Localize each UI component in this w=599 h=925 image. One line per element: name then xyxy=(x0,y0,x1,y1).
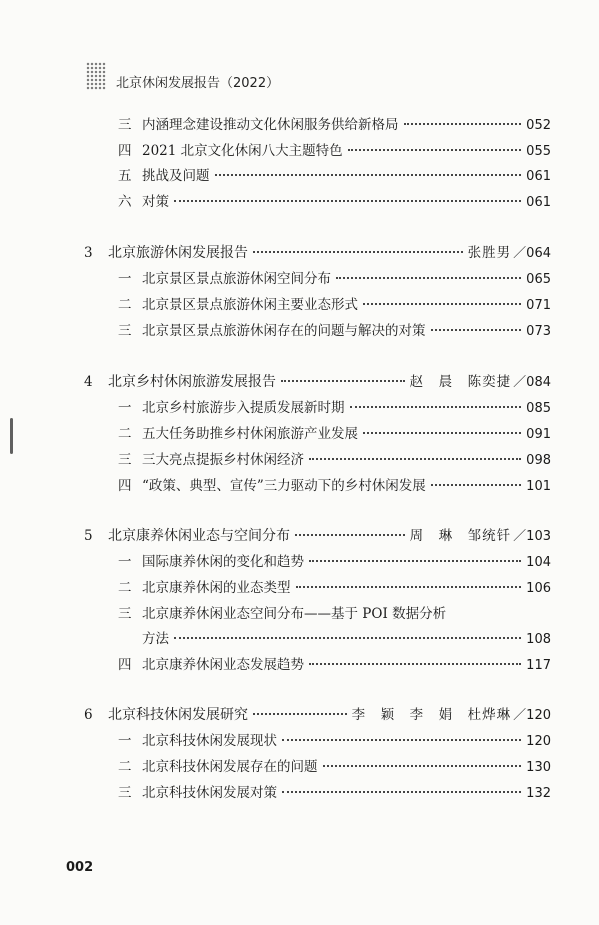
toc-chapter-entry[interactable] xyxy=(84,706,551,724)
section-title-continuation: 方法 xyxy=(142,631,169,647)
section-title: 北京景区景点旅游休闲存在的问题与解决的对策 xyxy=(142,323,426,339)
dot-leader xyxy=(282,739,521,741)
section-title: 北京康养休闲业态空间分布——基于 POI 数据分析 xyxy=(142,606,447,622)
dot-leader xyxy=(431,484,521,486)
section-title: 五大任务助推乡村休闲旅游产业发展 xyxy=(142,426,358,442)
page-number: ／064 xyxy=(513,246,551,261)
toc-section-entry[interactable] xyxy=(118,399,551,417)
page-number: ／103 xyxy=(513,529,551,544)
page-number: 061 xyxy=(526,169,551,184)
dot-leader xyxy=(350,406,522,408)
chapter-author: 周 琳 邹统钎 xyxy=(409,528,512,544)
page-number: 071 xyxy=(526,298,551,313)
section-title: 对策 xyxy=(142,194,169,210)
section-title: 北京科技休闲发展对策 xyxy=(142,785,277,801)
dot-leader xyxy=(296,586,522,588)
toc-section-entry-first-line[interactable] xyxy=(118,605,446,623)
toc-section-entry[interactable] xyxy=(118,296,551,314)
header-title: 北京休闲发展报告（2022） xyxy=(116,76,280,91)
section-number: 六 xyxy=(118,194,132,210)
toc-section-entry[interactable] xyxy=(118,553,551,571)
chapter-author: 赵 晨 陈奕捷 xyxy=(409,374,512,390)
toc-chapter-entry[interactable] xyxy=(84,244,551,262)
section-title: 北京科技休闲发展存在的问题 xyxy=(142,759,318,775)
dot-leader xyxy=(215,174,522,176)
toc-section-entry[interactable] xyxy=(118,270,551,288)
toc-chapter-entry[interactable] xyxy=(84,527,551,545)
dot-leader xyxy=(309,560,521,562)
dot-leader xyxy=(174,637,521,639)
page-number: 061 xyxy=(526,195,551,210)
page-number: ／120 xyxy=(513,708,551,723)
toc-section-entry[interactable] xyxy=(118,732,551,750)
section-title: 挑战及问题 xyxy=(142,168,210,184)
page-number: 085 xyxy=(526,401,551,416)
page-number: 065 xyxy=(526,272,551,287)
section-number: 一 xyxy=(118,733,132,749)
toc-section-entry[interactable] xyxy=(118,167,551,185)
page-number: 106 xyxy=(526,581,551,596)
section-title: 2021 北京文化休闲八大主题特色 xyxy=(142,143,343,159)
section-number: 四 xyxy=(118,657,132,673)
dot-leader xyxy=(282,791,521,793)
section-number: 二 xyxy=(118,759,132,775)
page-number: 101 xyxy=(526,479,551,494)
page-number: 120 xyxy=(526,734,551,749)
chapter-number: 5 xyxy=(84,528,93,544)
section-title: 北京康养休闲的业态类型 xyxy=(142,580,291,596)
section-number: 二 xyxy=(118,426,132,442)
section-title: 国际康养休闲的变化和趋势 xyxy=(142,554,304,570)
dot-leader xyxy=(253,713,347,715)
page-number: 098 xyxy=(526,453,551,468)
toc-section-entry[interactable] xyxy=(118,579,551,597)
section-number: 一 xyxy=(118,554,132,570)
toc-section-entry[interactable] xyxy=(118,477,551,495)
page-number: ／084 xyxy=(513,375,551,390)
section-title: 北京景区景点旅游休闲空间分布 xyxy=(142,271,331,287)
toc-section-entry[interactable] xyxy=(118,656,551,674)
dot-leader xyxy=(295,534,405,536)
section-title: “政策、典型、宣传”三力驱动下的乡村休闲发展 xyxy=(142,478,426,494)
dot-leader xyxy=(281,380,405,382)
toc-section-entry[interactable] xyxy=(118,758,551,776)
dot-leader xyxy=(431,329,522,331)
chapter-title: 北京科技休闲发展研究 xyxy=(108,707,248,723)
scan-margin-mark xyxy=(10,418,13,454)
toc-section-entry[interactable] xyxy=(118,142,551,160)
chapter-title: 北京旅游休闲发展报告 xyxy=(108,245,248,261)
section-number: 三 xyxy=(118,323,132,339)
dot-leader xyxy=(323,765,522,767)
dot-leader xyxy=(309,663,521,665)
page-number: 091 xyxy=(526,427,551,442)
toc-section-entry-continuation[interactable] xyxy=(142,630,551,648)
section-number: 三 xyxy=(118,452,132,468)
toc-section-entry[interactable] xyxy=(118,451,551,469)
page-number: 132 xyxy=(526,786,551,801)
section-title: 三大亮点提振乡村休闲经济 xyxy=(142,452,304,468)
page-number: 052 xyxy=(526,118,551,133)
page-number: 130 xyxy=(526,760,551,775)
toc-chapter-entry[interactable] xyxy=(84,373,551,391)
section-number: 三 xyxy=(118,606,132,622)
page-number: 073 xyxy=(526,324,551,339)
section-title: 北京乡村旅游步入提质发展新时期 xyxy=(142,400,345,416)
page-number: 055 xyxy=(526,144,551,159)
section-number: 一 xyxy=(118,400,132,416)
toc-section-entry[interactable] xyxy=(118,784,551,802)
toc-section-entry[interactable] xyxy=(118,425,551,443)
section-title: 北京康养休闲业态发展趋势 xyxy=(142,657,304,673)
section-number: 三 xyxy=(118,785,132,801)
dot-leader xyxy=(348,149,522,151)
page-folio: 002 xyxy=(66,860,94,875)
chapter-number: 3 xyxy=(84,245,93,261)
page-number: 108 xyxy=(526,632,551,647)
chapter-title: 北京乡村休闲旅游发展报告 xyxy=(108,374,276,390)
chapter-author: 李 颖 李 娟 杜烨琳 xyxy=(351,707,512,723)
section-title: 内涵理念建设推动文化休闲服务供给新格局 xyxy=(142,117,399,133)
section-number: 四 xyxy=(118,143,132,159)
chapter-number: 6 xyxy=(84,707,93,723)
page-number: 104 xyxy=(526,555,551,570)
dot-leader xyxy=(253,251,463,253)
dot-leader xyxy=(363,303,521,305)
section-title: 北京科技休闲发展现状 xyxy=(142,733,277,749)
dot-leader xyxy=(336,277,521,279)
dot-leader xyxy=(363,432,521,434)
toc-section-entry[interactable] xyxy=(118,116,551,134)
section-number: 四 xyxy=(118,478,132,494)
chapter-title: 北京康养休闲业态与空间分布 xyxy=(108,528,290,544)
section-number: 二 xyxy=(118,580,132,596)
chapter-number: 4 xyxy=(84,374,93,390)
page-number: 117 xyxy=(526,658,551,673)
header-dot-ornament xyxy=(86,62,106,90)
section-number: 二 xyxy=(118,297,132,313)
dot-leader xyxy=(404,123,522,125)
dot-leader xyxy=(174,200,521,202)
dot-leader xyxy=(309,458,521,460)
section-number: 三 xyxy=(118,117,132,133)
toc-section-entry[interactable] xyxy=(118,322,551,340)
section-number: 一 xyxy=(118,271,132,287)
chapter-author: 张胜男 xyxy=(467,245,512,261)
toc-section-entry[interactable] xyxy=(118,193,551,211)
section-title: 北京景区景点旅游休闲主要业态形式 xyxy=(142,297,358,313)
section-number: 五 xyxy=(118,168,132,184)
